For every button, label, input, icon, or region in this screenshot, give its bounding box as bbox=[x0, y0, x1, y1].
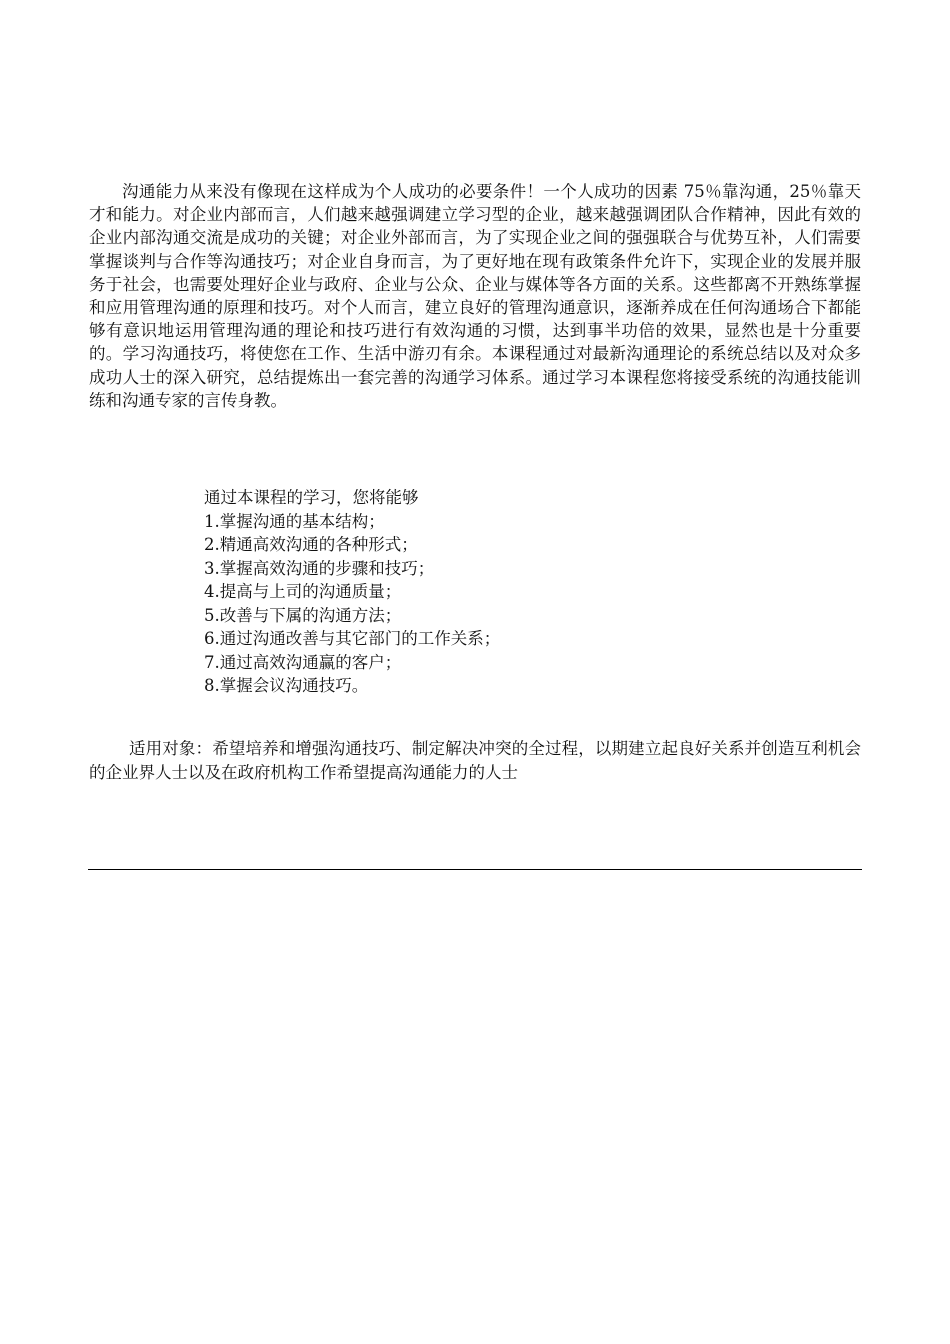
list-item: 3.掌握高效沟通的步骤和技巧； bbox=[204, 558, 435, 578]
list-item: 5.改善与下属的沟通方法； bbox=[204, 605, 402, 625]
list-item: 2.精通高效沟通的各种形式； bbox=[204, 535, 418, 554]
intro-paragraph: 沟通能力从来没有像现在这样成为个人成功的必要条件！一个人成功的因素 75％靠沟通，25％靠天才和能力。对企业内部而言，人们越来越强调建立学习型的企业，越来越强调团队合作精神，因此有效的企业内部沟通交流是成功的关键；对企业外部而言，为了实现企业之间的强强联合与优势互补，人们需要掌握谈判与合作等沟通技巧；对企业自身而言，为了更好地在现有政策条件允许下，实现企业的发展并服务于社会，也需要处理好企业与政府、企业与公众、企业与媒体等各方面的关系。这些都离不开熟练掌握和应用管理沟通的原理和技巧。对个人而言，建立良好的管理沟通意识，逐渐养成在任何沟通场合下都能够有意识地运用管理沟通的理论和技巧进行有效沟通的习惯，达到事半功倍的效果，显然也是十分重要的。学习沟通技巧，将使您在工作、生活中游刃有余。本课程通过对最新沟通理论的系统总结以及对众多成功人士的深入研究，总结提炼出一套完善的沟通学习体系。通过学习本课程您将接受系统的沟通技能训练和沟通专家的言传身教。 bbox=[89, 182, 861, 410]
list-item: 1.掌握沟通的基本结构； bbox=[204, 511, 385, 531]
course-objectives bbox=[204, 486, 500, 698]
list-item: 7.通过高效沟通赢的客户； bbox=[204, 652, 402, 672]
list-item: 8.掌握会议沟通技巧。 bbox=[204, 676, 369, 695]
horizontal-divider bbox=[88, 869, 862, 870]
list-item: 4.提高与上司的沟通质量； bbox=[204, 582, 402, 601]
objectives-list bbox=[204, 510, 500, 698]
objectives-title: 通过本课程的学习，您将能够 bbox=[204, 488, 419, 507]
list-item: 6.通过沟通改善与其它部门的工作关系； bbox=[204, 629, 501, 648]
target-audience-paragraph: 适用对象：希望培养和增强沟通技巧、制定解决冲突的全过程，以期建立起良好关系并创造互利机会的企业界人士以及在政府机构工作希望提高沟通能力的人士 bbox=[89, 739, 861, 782]
